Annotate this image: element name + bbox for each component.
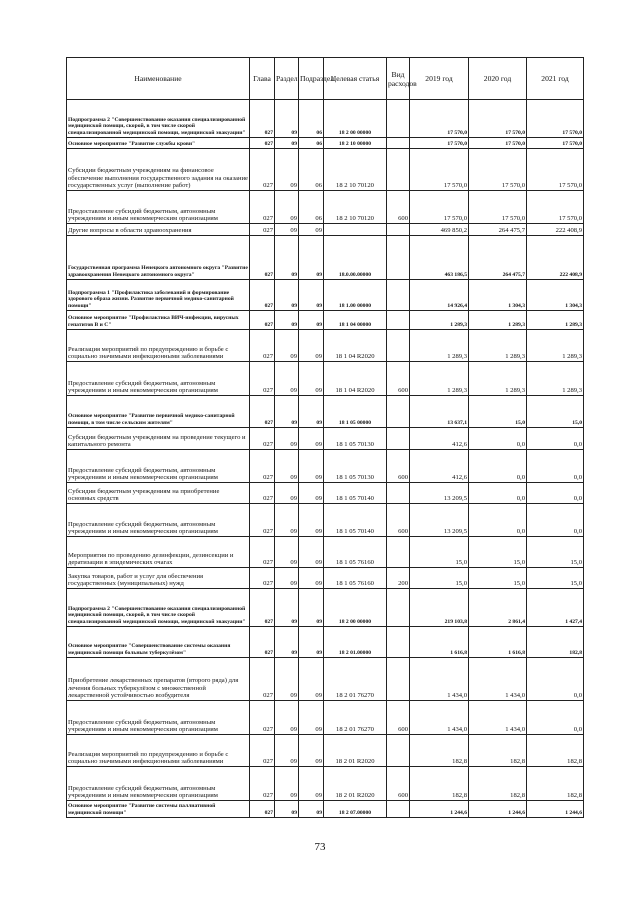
cell-2021: 222 408,9 xyxy=(527,224,584,236)
cell-podrazdel: 09 xyxy=(299,224,324,236)
cell-razdel: 09 xyxy=(275,767,299,801)
cell-statya: 18 2 01 76270 xyxy=(324,658,387,701)
cell-razdel: 09 xyxy=(275,450,299,483)
cell-podrazdel: 09 xyxy=(299,396,324,428)
cell-podrazdel: 09 xyxy=(299,330,324,362)
cell-statya: 18 2 01 R2020 xyxy=(324,735,387,767)
cell-2019: 1 434,0 xyxy=(410,701,469,735)
cell-vid: 600 xyxy=(387,767,410,801)
cell-2019: 13 209,5 xyxy=(410,504,469,537)
cell-vid: 600 xyxy=(387,450,410,483)
cell-statya: 18 1 04 R2020 xyxy=(324,330,387,362)
table-row xyxy=(67,100,584,138)
table-row xyxy=(67,568,584,589)
cell-2021: 222 408,9 xyxy=(527,236,584,280)
cell-vid xyxy=(387,801,410,818)
cell-vid xyxy=(387,537,410,568)
cell-glava: 027 xyxy=(250,428,275,450)
cell-2019: 1 289,3 xyxy=(410,311,469,330)
cell-2021: 1 289,3 xyxy=(527,330,584,362)
table-row xyxy=(67,330,584,362)
cell-2021: 182,8 xyxy=(527,767,584,801)
cell-2021: 15,0 xyxy=(527,396,584,428)
cell-vid xyxy=(387,627,410,658)
cell-2019: 1 434,0 xyxy=(410,658,469,701)
cell-razdel: 09 xyxy=(275,396,299,428)
table-row xyxy=(67,537,584,568)
cell-2019: 1 289,3 xyxy=(410,362,469,396)
cell-2019: 412,6 xyxy=(410,428,469,450)
cell-2020: 15,0 xyxy=(469,537,527,568)
table-row xyxy=(67,396,584,428)
cell-podrazdel: 09 xyxy=(299,735,324,767)
cell-podrazdel: 09 xyxy=(299,311,324,330)
cell-podrazdel: 09 xyxy=(299,568,324,589)
table-row xyxy=(67,428,584,450)
cell-2021: 182,8 xyxy=(527,735,584,767)
cell-glava: 027 xyxy=(250,701,275,735)
cell-razdel: 09 xyxy=(275,100,299,138)
cell-vid xyxy=(387,224,410,236)
cell-2019: 13 209,5 xyxy=(410,483,469,504)
cell-name: Основное мероприятие "Развитие первичной медико-санитарной помощи, в том числе сельским жителям" xyxy=(67,396,250,428)
cell-razdel: 09 xyxy=(275,149,299,191)
cell-2020: 15,0 xyxy=(469,568,527,589)
header-podrazdel: Подраздел xyxy=(299,58,324,100)
cell-statya: 18 1 05 70130 xyxy=(324,428,387,450)
cell-2019: 469 850,2 xyxy=(410,224,469,236)
cell-statya: 18 1 04 R2020 xyxy=(324,362,387,396)
cell-vid xyxy=(387,428,410,450)
cell-2019: 13 637,1 xyxy=(410,396,469,428)
cell-2019: 1 244,6 xyxy=(410,801,469,818)
table-row xyxy=(67,504,584,537)
cell-statya: 18 1 05 70130 xyxy=(324,450,387,483)
cell-name: Предоставление субсидий бюджетным, автономным учреждениям и иным некоммерческим организациям xyxy=(67,504,250,537)
cell-razdel: 09 xyxy=(275,483,299,504)
cell-razdel: 09 xyxy=(275,138,299,149)
cell-name: Основное мероприятие "Профилактика ВИЧ-инфекции, вирусных гепатитов В и С" xyxy=(67,311,250,330)
cell-2021: 1 244,6 xyxy=(527,801,584,818)
cell-name: Реализация мероприятий по предупреждению и борьбе с социально значимыми инфекционными заболеваниями xyxy=(67,330,250,362)
cell-2019: 1 616,8 xyxy=(410,627,469,658)
cell-2019: 219 103,8 xyxy=(410,589,469,627)
table-row xyxy=(67,138,584,149)
table-body xyxy=(67,100,584,818)
cell-glava: 027 xyxy=(250,224,275,236)
cell-2021: 1 289,3 xyxy=(527,311,584,330)
cell-name: Предоставление субсидий бюджетным, автономным учреждениям и иным некоммерческим организациям xyxy=(67,767,250,801)
cell-2019: 182,8 xyxy=(410,735,469,767)
header-razdel: Раздел xyxy=(275,58,299,100)
cell-glava: 027 xyxy=(250,311,275,330)
cell-podrazdel: 09 xyxy=(299,767,324,801)
header-2021: 2021 год xyxy=(527,58,584,100)
cell-2020: 0,0 xyxy=(469,483,527,504)
cell-glava: 027 xyxy=(250,191,275,224)
page-number: 73 xyxy=(314,841,326,853)
cell-2021: 0,0 xyxy=(527,483,584,504)
cell-2019: 1 289,3 xyxy=(410,330,469,362)
cell-name: Основное мероприятие "Развитие системы паллиативной медицинской помощи" xyxy=(67,801,250,818)
cell-vid xyxy=(387,236,410,280)
cell-2021: 17 570,0 xyxy=(527,191,584,224)
cell-podrazdel: 06 xyxy=(299,149,324,191)
header-row xyxy=(67,58,584,100)
cell-name: Предоставление субсидий бюджетным, автономным учреждениям и иным некоммерческим организациям xyxy=(67,450,250,483)
cell-2020: 17 570,0 xyxy=(469,100,527,138)
cell-2020: 1 304,3 xyxy=(469,280,527,311)
cell-2020: 264 475,7 xyxy=(469,224,527,236)
cell-2019: 412,6 xyxy=(410,450,469,483)
table-row xyxy=(67,801,584,818)
cell-statya: 18 1 05 70140 xyxy=(324,483,387,504)
cell-2021: 1 427,4 xyxy=(527,589,584,627)
cell-glava: 027 xyxy=(250,589,275,627)
cell-vid xyxy=(387,735,410,767)
table-row xyxy=(67,701,584,735)
cell-2019: 17 570,0 xyxy=(410,138,469,149)
cell-name: Предоставление субсидий бюджетным, автономным учреждениям и иным некоммерческим организациям xyxy=(67,701,250,735)
cell-glava: 027 xyxy=(250,280,275,311)
cell-vid: 200 xyxy=(387,568,410,589)
cell-vid xyxy=(387,483,410,504)
cell-vid xyxy=(387,280,410,311)
cell-statya: 18 2 10 70120 xyxy=(324,191,387,224)
cell-name: Мероприятия по проведению дезинфекции, дезинсекции и дератизации в эпидемических очагах xyxy=(67,537,250,568)
cell-glava: 027 xyxy=(250,483,275,504)
cell-vid: 600 xyxy=(387,701,410,735)
cell-glava: 027 xyxy=(250,801,275,818)
cell-vid: 600 xyxy=(387,504,410,537)
cell-name: Основное мероприятие "Развитие службы крови" xyxy=(67,138,250,149)
cell-podrazdel: 09 xyxy=(299,280,324,311)
cell-name: Государственная программа Ненецкого автономного округа "Развитие здравоохранения Ненецкого автономного округа" xyxy=(67,236,250,280)
cell-2019: 182,8 xyxy=(410,767,469,801)
cell-statya: 18 2 01.00000 xyxy=(324,627,387,658)
cell-razdel: 09 xyxy=(275,568,299,589)
header-vid: Вид расходов xyxy=(387,58,410,100)
cell-2020: 1 244,6 xyxy=(469,801,527,818)
cell-razdel: 09 xyxy=(275,330,299,362)
cell-2021: 0,0 xyxy=(527,428,584,450)
cell-2021: 182,8 xyxy=(527,627,584,658)
cell-razdel: 09 xyxy=(275,362,299,396)
header-glava: Глава xyxy=(250,58,275,100)
cell-statya: 18 2 10 70120 xyxy=(324,149,387,191)
cell-2020: 182,8 xyxy=(469,767,527,801)
header-statya: Целевая статья xyxy=(324,58,387,100)
cell-2021: 1 289,3 xyxy=(527,362,584,396)
cell-name: Субсидии бюджетным учреждениям на проведение текущего и капитального ремонта xyxy=(67,428,250,450)
cell-2021: 17 570,0 xyxy=(527,138,584,149)
cell-name: Основное мероприятие "Совершенствование системы оказания медицинской помощи больным туберкулёзом" xyxy=(67,627,250,658)
cell-podrazdel: 06 xyxy=(299,191,324,224)
cell-glava: 027 xyxy=(250,100,275,138)
cell-statya: 18.0.00.00000 xyxy=(324,236,387,280)
cell-podrazdel: 06 xyxy=(299,138,324,149)
table-row xyxy=(67,191,584,224)
cell-glava: 027 xyxy=(250,627,275,658)
cell-glava: 027 xyxy=(250,504,275,537)
cell-glava: 027 xyxy=(250,735,275,767)
table-row xyxy=(67,311,584,330)
cell-razdel: 09 xyxy=(275,224,299,236)
cell-name: Субсидии бюджетным учреждениям на приобретение основных средств xyxy=(67,483,250,504)
cell-2021: 17 570,0 xyxy=(527,100,584,138)
cell-razdel: 09 xyxy=(275,627,299,658)
cell-2019: 14 926,4 xyxy=(410,280,469,311)
cell-statya: 18 1 05 76160 xyxy=(324,537,387,568)
cell-2019: 463 186,5 xyxy=(410,236,469,280)
cell-2020: 1 616,8 xyxy=(469,627,527,658)
table-row xyxy=(67,236,584,280)
cell-razdel: 09 xyxy=(275,191,299,224)
cell-2020: 264 475,7 xyxy=(469,236,527,280)
cell-2021: 0,0 xyxy=(527,658,584,701)
budget-table xyxy=(66,57,584,818)
cell-2020: 0,0 xyxy=(469,450,527,483)
cell-statya: 18 2 10 00000 xyxy=(324,138,387,149)
cell-name: Приобретение лекарственных препаратов (второго ряда) для лечения больных туберкулёзом с множественной лекарственной устойчивостью возбудителя xyxy=(67,658,250,701)
cell-2020: 1 289,3 xyxy=(469,362,527,396)
cell-2020: 2 861,4 xyxy=(469,589,527,627)
cell-2021: 15,0 xyxy=(527,537,584,568)
cell-2020: 0,0 xyxy=(469,504,527,537)
cell-statya: 18 1 05 00000 xyxy=(324,396,387,428)
cell-razdel: 09 xyxy=(275,280,299,311)
cell-2019: 15,0 xyxy=(410,537,469,568)
cell-vid xyxy=(387,658,410,701)
table-row xyxy=(67,589,584,627)
cell-glava: 027 xyxy=(250,767,275,801)
cell-2021: 15,0 xyxy=(527,568,584,589)
cell-2020: 1 434,0 xyxy=(469,658,527,701)
cell-razdel: 09 xyxy=(275,658,299,701)
cell-podrazdel: 09 xyxy=(299,589,324,627)
cell-podrazdel: 09 xyxy=(299,701,324,735)
cell-razdel: 09 xyxy=(275,311,299,330)
cell-2020: 1 434,0 xyxy=(469,701,527,735)
cell-razdel: 09 xyxy=(275,801,299,818)
cell-2021: 0,0 xyxy=(527,504,584,537)
cell-statya: 18 2 01 76270 xyxy=(324,701,387,735)
cell-2019: 17 570,0 xyxy=(410,149,469,191)
cell-2020: 182,8 xyxy=(469,735,527,767)
cell-statya: 18 1.00 00000 xyxy=(324,280,387,311)
cell-name: Подпрограмма 2 "Совершенствование оказания специализированной медицинской помощи, скорой, в том числе скорой специализированной медицинской помощи, медицинской эвакуации" xyxy=(67,589,250,627)
cell-podrazdel: 09 xyxy=(299,537,324,568)
cell-razdel: 09 xyxy=(275,236,299,280)
cell-razdel: 09 xyxy=(275,537,299,568)
cell-glava: 027 xyxy=(250,138,275,149)
cell-glava: 027 xyxy=(250,330,275,362)
cell-razdel: 09 xyxy=(275,701,299,735)
cell-name: Подпрограмма 2 "Совершенствование оказания специализированной медицинской помощи, скорой, в том числе скорой специализированной медицинской помощи, медицинской эвакуации" xyxy=(67,100,250,138)
cell-vid xyxy=(387,396,410,428)
cell-statya xyxy=(324,224,387,236)
table-row xyxy=(67,627,584,658)
cell-podrazdel: 09 xyxy=(299,450,324,483)
cell-2021: 1 304,3 xyxy=(527,280,584,311)
cell-2021: 0,0 xyxy=(527,450,584,483)
cell-name: Реализация мероприятий по предупреждению и борьбе с социально значимыми инфекционными заболеваниями xyxy=(67,735,250,767)
table-row xyxy=(67,362,584,396)
cell-podrazdel: 09 xyxy=(299,658,324,701)
cell-glava: 027 xyxy=(250,537,275,568)
table-row xyxy=(67,450,584,483)
cell-razdel: 09 xyxy=(275,735,299,767)
cell-2021: 17 570,0 xyxy=(527,149,584,191)
cell-2019: 17 570,0 xyxy=(410,100,469,138)
cell-podrazdel: 06 xyxy=(299,100,324,138)
cell-podrazdel: 09 xyxy=(299,483,324,504)
cell-vid xyxy=(387,100,410,138)
cell-glava: 027 xyxy=(250,149,275,191)
cell-razdel: 09 xyxy=(275,589,299,627)
cell-glava: 027 xyxy=(250,568,275,589)
table-row xyxy=(67,149,584,191)
cell-glava: 027 xyxy=(250,362,275,396)
cell-glava: 027 xyxy=(250,450,275,483)
cell-2020: 17 570,0 xyxy=(469,149,527,191)
cell-podrazdel: 09 xyxy=(299,627,324,658)
cell-name: Подпрограмма 1 "Профилактика заболеваний и формирование здорового образа жизни. Развитие первичной медико-санитарной помощи" xyxy=(67,280,250,311)
cell-2020: 1 289,3 xyxy=(469,330,527,362)
cell-2020: 1 289,3 xyxy=(469,311,527,330)
cell-razdel: 09 xyxy=(275,504,299,537)
cell-podrazdel: 09 xyxy=(299,362,324,396)
table-row xyxy=(67,735,584,767)
cell-statya: 18 1 04 00000 xyxy=(324,311,387,330)
cell-vid xyxy=(387,138,410,149)
cell-2020: 17 570,0 xyxy=(469,138,527,149)
cell-name: Предоставление субсидий бюджетным, автономным учреждениям и иным некоммерческим организациям xyxy=(67,362,250,396)
header-2020: 2020 год xyxy=(469,58,527,100)
cell-razdel: 09 xyxy=(275,428,299,450)
cell-statya: 18 2 07.00000 xyxy=(324,801,387,818)
cell-vid: 600 xyxy=(387,362,410,396)
header-2019: 2019 год xyxy=(410,58,469,100)
cell-name: Другие вопросы в области здравоохранения xyxy=(67,224,250,236)
cell-glava: 027 xyxy=(250,396,275,428)
cell-vid xyxy=(387,149,410,191)
header-name: Наименование xyxy=(67,58,250,100)
cell-2019: 17 570,0 xyxy=(410,191,469,224)
cell-2021: 0,0 xyxy=(527,701,584,735)
cell-2020: 15,0 xyxy=(469,396,527,428)
cell-podrazdel: 09 xyxy=(299,428,324,450)
cell-podrazdel: 09 xyxy=(299,504,324,537)
cell-vid xyxy=(387,311,410,330)
cell-statya: 18 1 05 76160 xyxy=(324,568,387,589)
cell-name: Предоставление субсидий бюджетным, автономным учреждениям и иным некоммерческим организациям xyxy=(67,191,250,224)
table-row xyxy=(67,658,584,701)
table-row xyxy=(67,224,584,236)
cell-name: Закупка товаров, работ и услуг для обеспечения государственных (муниципальных) нужд xyxy=(67,568,250,589)
cell-podrazdel: 09 xyxy=(299,801,324,818)
cell-2019: 15,0 xyxy=(410,568,469,589)
cell-vid: 600 xyxy=(387,191,410,224)
cell-2020: 0,0 xyxy=(469,428,527,450)
cell-vid xyxy=(387,589,410,627)
cell-statya: 18 1 05 70140 xyxy=(324,504,387,537)
cell-name: Субсидии бюджетным учреждениям на финансовое обеспечение выполнения государственного задания на оказание государственных услуг (выполнение работ) xyxy=(67,149,250,191)
table-row xyxy=(67,767,584,801)
cell-2020: 17 570,0 xyxy=(469,191,527,224)
cell-statya: 18 2 01 R2020 xyxy=(324,767,387,801)
table-row xyxy=(67,280,584,311)
cell-statya: 18 2 00 00000 xyxy=(324,589,387,627)
cell-glava: 027 xyxy=(250,236,275,280)
cell-glava: 027 xyxy=(250,658,275,701)
cell-podrazdel: 09 xyxy=(299,236,324,280)
table-row xyxy=(67,483,584,504)
cell-statya: 18 2 00 00000 xyxy=(324,100,387,138)
cell-vid xyxy=(387,330,410,362)
